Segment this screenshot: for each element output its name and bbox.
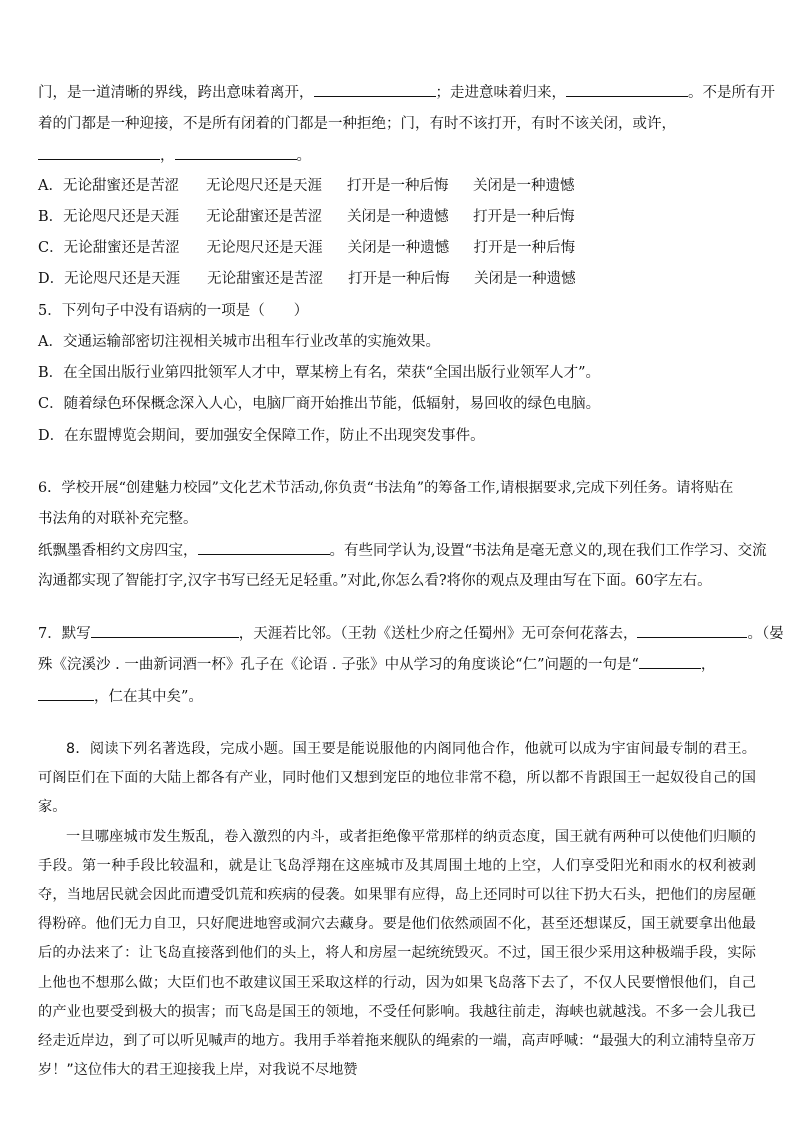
answer-blank[interactable]: [38, 686, 94, 701]
q5-stem: 5．下列句子中没有语病的一项是（ ）: [38, 303, 309, 319]
q4-text: ；走进意味着归来，: [435, 85, 566, 101]
q7-line-1: [38, 623, 784, 644]
answer-blank[interactable]: [91, 623, 239, 638]
option-label: D．: [38, 271, 65, 287]
option-label: C．: [38, 240, 64, 256]
answer-blank[interactable]: [38, 145, 160, 160]
q7-text: ，仁在其中矣”。: [94, 689, 203, 705]
q8-paragraph-1: 8．阅读下列名著选段，完成小题。国王要是能说服他的内阁同他合作，他就可以成为宇宙间最专制的君王。可阁臣们在下面的大陆上都各有产业，同时他们又想到宠臣的地位非常不稳，所以都不肯跟国王一起奴役自己的国家。: [38, 741, 756, 816]
q4-option-d[interactable]: [38, 269, 576, 289]
option-item: 无论咫尺还是天涯: [63, 209, 180, 225]
option-item: 打开是一种后悔: [473, 209, 575, 225]
answer-blank[interactable]: [566, 82, 688, 97]
option-label: B．: [38, 209, 64, 225]
q6-line-2: 书法角的对联补充完整。: [38, 511, 198, 527]
q7-text: 。（晏: [747, 626, 784, 642]
q6-text: 纸飘墨香相约文房四宝，: [38, 543, 198, 559]
option-item: 无论咫尺还是天涯: [206, 240, 323, 256]
option-item: 无论甜蜜还是苦涩: [63, 240, 180, 256]
q6-line-4: 沟通都实现了智能打字,汉字书写已经无足轻重。”对此,你怎么看?将你的观点及理由写在下面。60字左右。: [38, 573, 712, 589]
option-item: 关闭是一种遗憾: [474, 271, 576, 287]
q5-option-d[interactable]: D．在东盟博览会期间，要加强安全保障工作，防止不出现突发事件。: [38, 428, 485, 444]
option-item: 无论甜蜜还是苦涩: [207, 271, 324, 287]
option-item: 无论甜蜜还是苦涩: [62, 178, 179, 194]
q4-option-c[interactable]: [38, 238, 575, 258]
q7-text: 殊《浣溪沙 . 一曲新词酒一杯》孔子在《论语 . 子张》中从学习的角度谈论“仁”问题的一句是“: [38, 657, 639, 673]
q4-line-2: 着的门都是一种迎接，不是所有闭着的门都是一种拒绝；门，有时不该打开，有时不该关闭，或许，: [38, 116, 676, 132]
q5-option-a[interactable]: A．交通运输部密切注视相关城市出租车行业改革的实施效果。: [38, 334, 440, 350]
q4-text: 。: [296, 148, 311, 164]
q7-line-2: [38, 654, 715, 675]
q6-line-3: [38, 540, 767, 561]
q4-text: 门，是一道清晰的界线，跨出意味着离开，: [38, 85, 314, 101]
q7-text: ，天涯若比邻。（王勃《送杜少府之任蜀州》无可奈何花落去，: [238, 626, 638, 642]
option-item: 关闭是一种遗憾: [472, 178, 575, 194]
option-item: 打开是一种后悔: [473, 240, 576, 256]
q8-passage: [38, 735, 756, 1085]
q8-paragraph-2: 一旦哪座城市发生叛乱，卷入激烈的内斗，或者拒绝像平常那样的纳贡态度，国王就有两种可以使他们归顺的手段。第一种手段比较温和，就是让飞岛浮翔在这座城市及其周围土地的上空，人们享受阳光和雨水的权利被剥夺，当地居民就会因此而遭受饥荒和疾病的侵袭。如果罪有应得，岛上还同时可以往下扔大石头，把他们的房屋砸得粉碎。他们无力自卫，只好爬进地窖或洞穴去藏身。要是他们依然顽固不化，甚至还想谋反，国王就要拿出他最后的办法来了：让飞岛直接落到他们的头上，将人和房屋一起统统毁灭。不过，国王很少采用这种极端手段，实际上他也不想那么做；大臣们也不敢建议国王采取这样的行动，因为如果飞岛落下去了，不仅人民要憎恨他们，自己的产业也要受到极大的损害；而飞岛是国王的领地，不受任何影响。我越往前走，海峡也就越浅。不多一会儿我已经走近岸边，到了可以听见喊声的地方。我用手举着拖来舰队的绳索的一端，高声呼喊：“最强大的利立浦特皇帝万岁！”这位伟大的君王迎接我上岸，对我说不尽地赞: [38, 828, 756, 1079]
q7-text: ，: [700, 657, 716, 673]
q4-text: 。不是所有开: [688, 85, 775, 101]
option-item: 无论咫尺还是天涯: [205, 178, 322, 194]
answer-blank[interactable]: [314, 82, 436, 97]
answer-blank[interactable]: [639, 654, 701, 669]
option-item: 打开是一种后悔: [346, 178, 449, 194]
q6-text: 。有些同学认为,设置“书法角是毫无意义的,现在我们工作学习、交流: [329, 543, 767, 559]
q5-option-c[interactable]: C．随着绿色环保概念深入人心，电脑厂商开始推出节能，低辐射，易回收的绿色电脑。: [38, 396, 601, 412]
q4-line-1: [38, 82, 775, 103]
option-item: 关闭是一种遗憾: [347, 209, 449, 225]
answer-blank[interactable]: [198, 540, 330, 555]
q4-option-b[interactable]: [38, 207, 575, 227]
answer-blank[interactable]: [175, 145, 297, 160]
option-item: 打开是一种后悔: [348, 271, 450, 287]
option-item: 无论甜蜜还是苦涩: [206, 209, 323, 225]
option-item: 关闭是一种遗憾: [347, 240, 450, 256]
q4-text: ，: [160, 148, 175, 164]
q7-line-3: [38, 686, 203, 707]
option-item: 无论咫尺还是天涯: [64, 271, 181, 287]
q4-option-a[interactable]: [38, 176, 574, 196]
q5-option-b[interactable]: B．在全国出版行业第四批领军人才中，覃某榜上有名，荣获“全国出版行业领军人才”。: [38, 365, 600, 381]
option-label: A．: [38, 178, 63, 194]
q6-line-1: 6．学校开展“创建魅力校园”文化艺术节活动,你负责“书法角”的筹备工作,请根据要求,完成下列任务。请将贴在: [38, 480, 734, 496]
answer-blank[interactable]: [637, 623, 747, 638]
q4-line-3: [38, 145, 311, 166]
q7-text: 7．默写: [38, 626, 91, 642]
